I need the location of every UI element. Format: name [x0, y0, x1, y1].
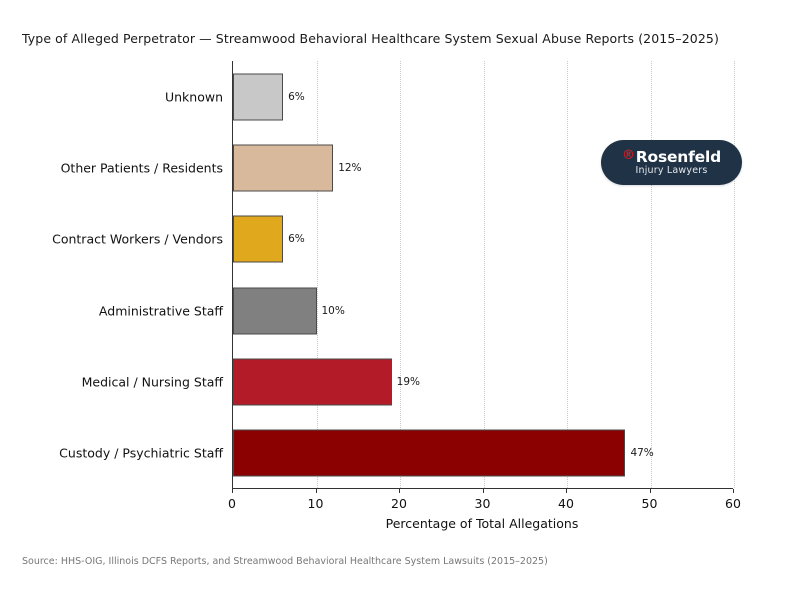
- x-axis-tick-label: 0: [228, 496, 236, 511]
- bar: [233, 358, 392, 405]
- bar-value-label: 19%: [396, 375, 420, 388]
- category-label: Custody / Psychiatric Staff: [59, 445, 223, 461]
- logo-name-text: Rosenfeld: [635, 147, 722, 166]
- x-axis-tick: [483, 489, 484, 493]
- x-axis-tick: [316, 489, 317, 493]
- logo-name: [622, 149, 721, 165]
- bar: [233, 73, 283, 120]
- bar-value-label: 10%: [321, 304, 345, 317]
- x-axis-tick-label: 60: [725, 496, 741, 511]
- registered-mark-icon: ®: [621, 147, 635, 163]
- rosenfeld-logo-badge: [601, 140, 742, 185]
- plot-area: [232, 61, 733, 489]
- x-axis-tick: [399, 489, 400, 493]
- bar-row: [233, 346, 733, 417]
- bar: [233, 216, 283, 263]
- category-label: Medical / Nursing Staff: [81, 374, 223, 390]
- x-axis-tick-label: 10: [307, 496, 324, 511]
- x-axis-tick-label: 50: [641, 496, 658, 511]
- category-label: Unknown: [164, 89, 223, 105]
- bar-value-label: 47%: [630, 447, 654, 460]
- y-axis-category-labels: [0, 61, 232, 489]
- x-axis: [228, 489, 741, 531]
- x-axis-tick: [733, 489, 734, 493]
- x-axis-tick-label: 40: [558, 496, 574, 511]
- category-label: Other Patients / Residents: [60, 160, 223, 176]
- bar-row: [233, 204, 733, 275]
- gridline-vertical: [734, 61, 735, 488]
- category-label: Administrative Staff: [98, 303, 223, 319]
- source-note: Source: HHS-OIG, Illinois DCFS Reports, and Streamwood Behavioral Healthcare System Lawsuits (2015–2025): [22, 556, 548, 567]
- bar-value-label: 6%: [288, 90, 305, 103]
- x-axis-tick: [650, 489, 651, 493]
- chart-title: Type of Alleged Perpetrator — Streamwood Behavioral Healthcare System Sexual Abuse Reports (2015–2025): [22, 31, 719, 46]
- bar-value-label: 6%: [288, 233, 305, 246]
- bar: [233, 144, 333, 191]
- category-label: Contract Workers / Vendors: [52, 231, 223, 247]
- x-axis-title: Percentage of Total Allegations: [385, 516, 579, 531]
- logo-tagline: Injury Lawyers: [635, 164, 708, 176]
- bar-value-label: 12%: [338, 161, 362, 174]
- x-axis-tick: [566, 489, 567, 493]
- bar-row: [233, 61, 733, 132]
- bar-row: [233, 418, 733, 489]
- x-axis-tick-label: 30: [474, 496, 491, 511]
- x-axis-tick-label: 20: [391, 496, 407, 511]
- x-axis-tick: [232, 489, 233, 493]
- bar: [233, 430, 625, 477]
- bar-row: [233, 275, 733, 346]
- bar: [233, 287, 317, 334]
